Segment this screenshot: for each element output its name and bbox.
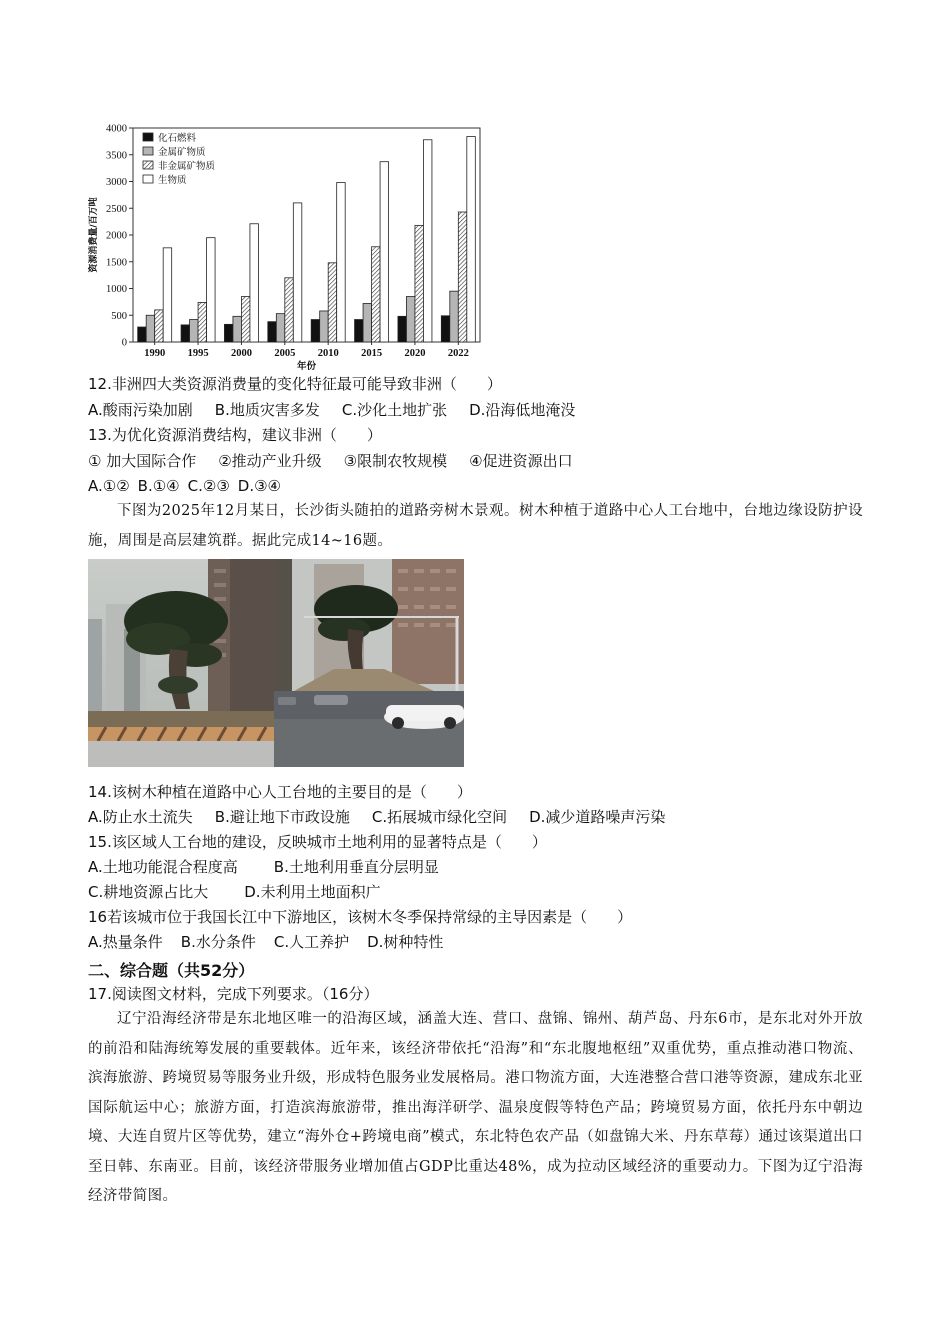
question-12-options — [88, 400, 575, 420]
legend-label-2: 非金属矿物质 — [158, 161, 216, 172]
option-a[interactable]: A.防止水土流失 — [88, 808, 193, 826]
bar-2010-s1 — [320, 311, 329, 342]
item-2: ②推动产业升级 — [218, 452, 322, 470]
bar-2022-s1 — [450, 291, 459, 342]
question-13-stem: 13.为优化资源消费结构，建议非洲（ ） — [88, 426, 382, 444]
x-tick-label-2: 2000 — [230, 348, 252, 359]
option-d[interactable]: D.树种特性 — [367, 933, 444, 951]
legend-swatch-0 — [143, 133, 153, 141]
bar-2005-s1 — [276, 314, 285, 342]
tree-photo-left — [88, 559, 274, 767]
bar-1995-s0 — [181, 325, 190, 342]
bar-2015-s0 — [355, 320, 364, 342]
bar-2022-s2 — [458, 212, 467, 342]
bar-2010-s2 — [328, 263, 337, 342]
y-tick-label-2: 1000 — [106, 284, 127, 295]
bar-1990-s2 — [155, 310, 164, 342]
legend-label-0: 化石燃料 — [158, 133, 197, 144]
option-b[interactable]: B.①④ — [137, 477, 180, 495]
question-12-stem: 12.非洲四大类资源消费量的变化特征最可能导致非洲（ ） — [88, 375, 502, 393]
bar-2020-s1 — [406, 297, 415, 342]
y-tick-label-6: 3000 — [106, 177, 127, 188]
bar-1995-s1 — [190, 320, 199, 342]
option-a[interactable]: A.①② — [88, 477, 130, 495]
bar-2000-s1 — [233, 316, 242, 342]
x-axis-title: 年份 — [296, 361, 317, 370]
option-b[interactable]: B.避让地下市政设施 — [214, 808, 350, 826]
bar-1995-s2 — [198, 302, 207, 342]
option-c[interactable]: C.人工养护 — [273, 933, 350, 951]
y-tick-label-8: 4000 — [106, 123, 127, 135]
tree-photo-right — [274, 559, 464, 767]
y-tick-label-7: 3500 — [106, 150, 127, 162]
y-tick-label-4: 2000 — [106, 230, 127, 242]
intro-14-16: 下图为2025年12月某日，长沙街头随拍的道路旁树木景观。树木种植于道路中心人工台地中，台地边缘设防护设施，周围是高层建筑群。据此完成14~16题。 — [88, 503, 863, 549]
question-17-stem: 17.阅读图文材料，完成下列要求。（16分） — [88, 985, 379, 1003]
y-tick-label-3: 1500 — [106, 257, 127, 269]
resource-consumption-chart — [80, 118, 490, 370]
bar-2022-s3 — [467, 137, 476, 342]
option-b[interactable]: B.水分条件 — [180, 933, 256, 951]
legend-label-1: 金属矿物质 — [158, 147, 206, 158]
y-axis-title: 资源消费量/百万吨 — [89, 197, 99, 273]
bar-2010-s3 — [337, 183, 346, 342]
bar-2005-s3 — [293, 203, 302, 342]
bar-1990-s1 — [146, 315, 155, 342]
item-3: ③限制农牧规模 — [343, 452, 448, 470]
x-tick-label-3: 2005 — [274, 348, 296, 359]
question-16-stem: 16若该城市位于我国长江中下游地区，该树木冬季保持常绿的主导因素是（ ） — [88, 908, 633, 926]
bar-2000-s2 — [241, 297, 250, 342]
option-c[interactable]: C.耕地资源占比大 — [88, 883, 209, 901]
item-1: ① 加大国际合作 — [88, 452, 197, 470]
question-17-material: 辽宁沿海经济带是东北地区唯一的沿海区域，涵盖大连、营口、盘锦、锦州、葫芦岛、丹东6市，是东北对外开放的前沿和陆海统筹发展的重要载体。近年来，该经济带依托“沿海”和“东北腹地枢纽”双重优势，重点推动港口物流、滨海旅游、跨境贸易等服务业升级，形成特色服务业发展格局。港口物流方面，大连港整合营口港等资源，建成东北亚国际航运中心；旅游方面，打造滨海旅游带，推出海洋研学、温泉度假等特色产品；跨境贸易方面，依托丹东中朝边境、大连自贸片区等优势，建立“海外仓+跨境电商”模式，东北特色农产品（如盘锦大米、丹东草莓）通过该渠道出口至日韩、东南亚。目前，该经济带服务业增加值占GDP比重达48%，成为拉动区域经济的重要动力。下图为辽宁沿海经济带简图。 — [88, 1011, 863, 1204]
bar-2005-s2 — [285, 278, 294, 342]
bar-2020-s2 — [415, 225, 424, 342]
option-c[interactable]: C.②③ — [187, 477, 230, 495]
option-d[interactable]: D.沿海低地淹没 — [469, 401, 576, 419]
option-d[interactable]: D.③④ — [237, 477, 281, 495]
x-tick-label-4: 2010 — [317, 348, 339, 359]
option-d[interactable]: D.减少道路噪声污染 — [529, 808, 666, 826]
x-tick-label-0: 1990 — [144, 348, 166, 359]
option-a[interactable]: A.土地功能混合程度高 — [88, 858, 238, 876]
y-tick-label-5: 2500 — [106, 203, 127, 215]
bar-2022-s0 — [441, 316, 450, 342]
x-tick-label-7: 2022 — [447, 348, 469, 359]
question-13-items — [88, 451, 573, 471]
option-a[interactable]: A.酸雨污染加剧 — [88, 401, 193, 419]
legend-label-3: 生物质 — [158, 175, 187, 186]
question-14-options — [88, 807, 665, 827]
y-tick-label-0: 0 — [121, 337, 127, 349]
y-tick-label-1: 500 — [111, 310, 127, 322]
section-2-heading: 二、综合题（共52分） — [88, 961, 255, 980]
bar-2020-s0 — [398, 316, 407, 342]
legend-swatch-2 — [143, 161, 153, 169]
bar-2000-s0 — [224, 324, 233, 342]
bar-2015-s1 — [363, 303, 372, 342]
bar-1990-s3 — [163, 248, 172, 342]
item-4: ④促进资源出口 — [469, 452, 573, 470]
bar-2015-s3 — [380, 162, 389, 342]
x-tick-label-6: 2020 — [404, 348, 426, 359]
bar-2020-s3 — [423, 140, 432, 342]
question-15-stem: 15.该区域人工台地的建设，反映城市土地利用的显著特点是（ ） — [88, 833, 547, 851]
option-b[interactable]: B.地质灾害多发 — [214, 401, 320, 419]
bar-1990-s0 — [138, 327, 147, 342]
question-14-stem: 14.该树木种植在道路中心人工台地的主要目的是（ ） — [88, 783, 472, 801]
option-b[interactable]: B.土地利用垂直分层明显 — [273, 858, 439, 876]
question-13-options — [88, 476, 281, 496]
legend-swatch-3 — [143, 175, 153, 183]
bar-2010-s0 — [311, 320, 320, 342]
question-15-options-row2 — [88, 882, 381, 902]
x-tick-label-1: 1995 — [187, 348, 209, 359]
bar-2000-s3 — [250, 224, 259, 342]
question-16-options — [88, 932, 443, 952]
legend-swatch-1 — [143, 147, 153, 155]
option-d[interactable]: D.未利用土地面积广 — [244, 883, 381, 901]
question-15-options-row1 — [88, 857, 439, 877]
bar-2005-s0 — [268, 322, 277, 342]
option-a[interactable]: A.热量条件 — [88, 933, 163, 951]
bar-2015-s2 — [372, 247, 381, 342]
bar-1995-s3 — [207, 238, 216, 342]
option-c[interactable]: C.沙化土地扩张 — [341, 401, 448, 419]
option-c[interactable]: C.拓展城市绿化空间 — [371, 808, 508, 826]
x-tick-label-5: 2015 — [361, 348, 383, 359]
